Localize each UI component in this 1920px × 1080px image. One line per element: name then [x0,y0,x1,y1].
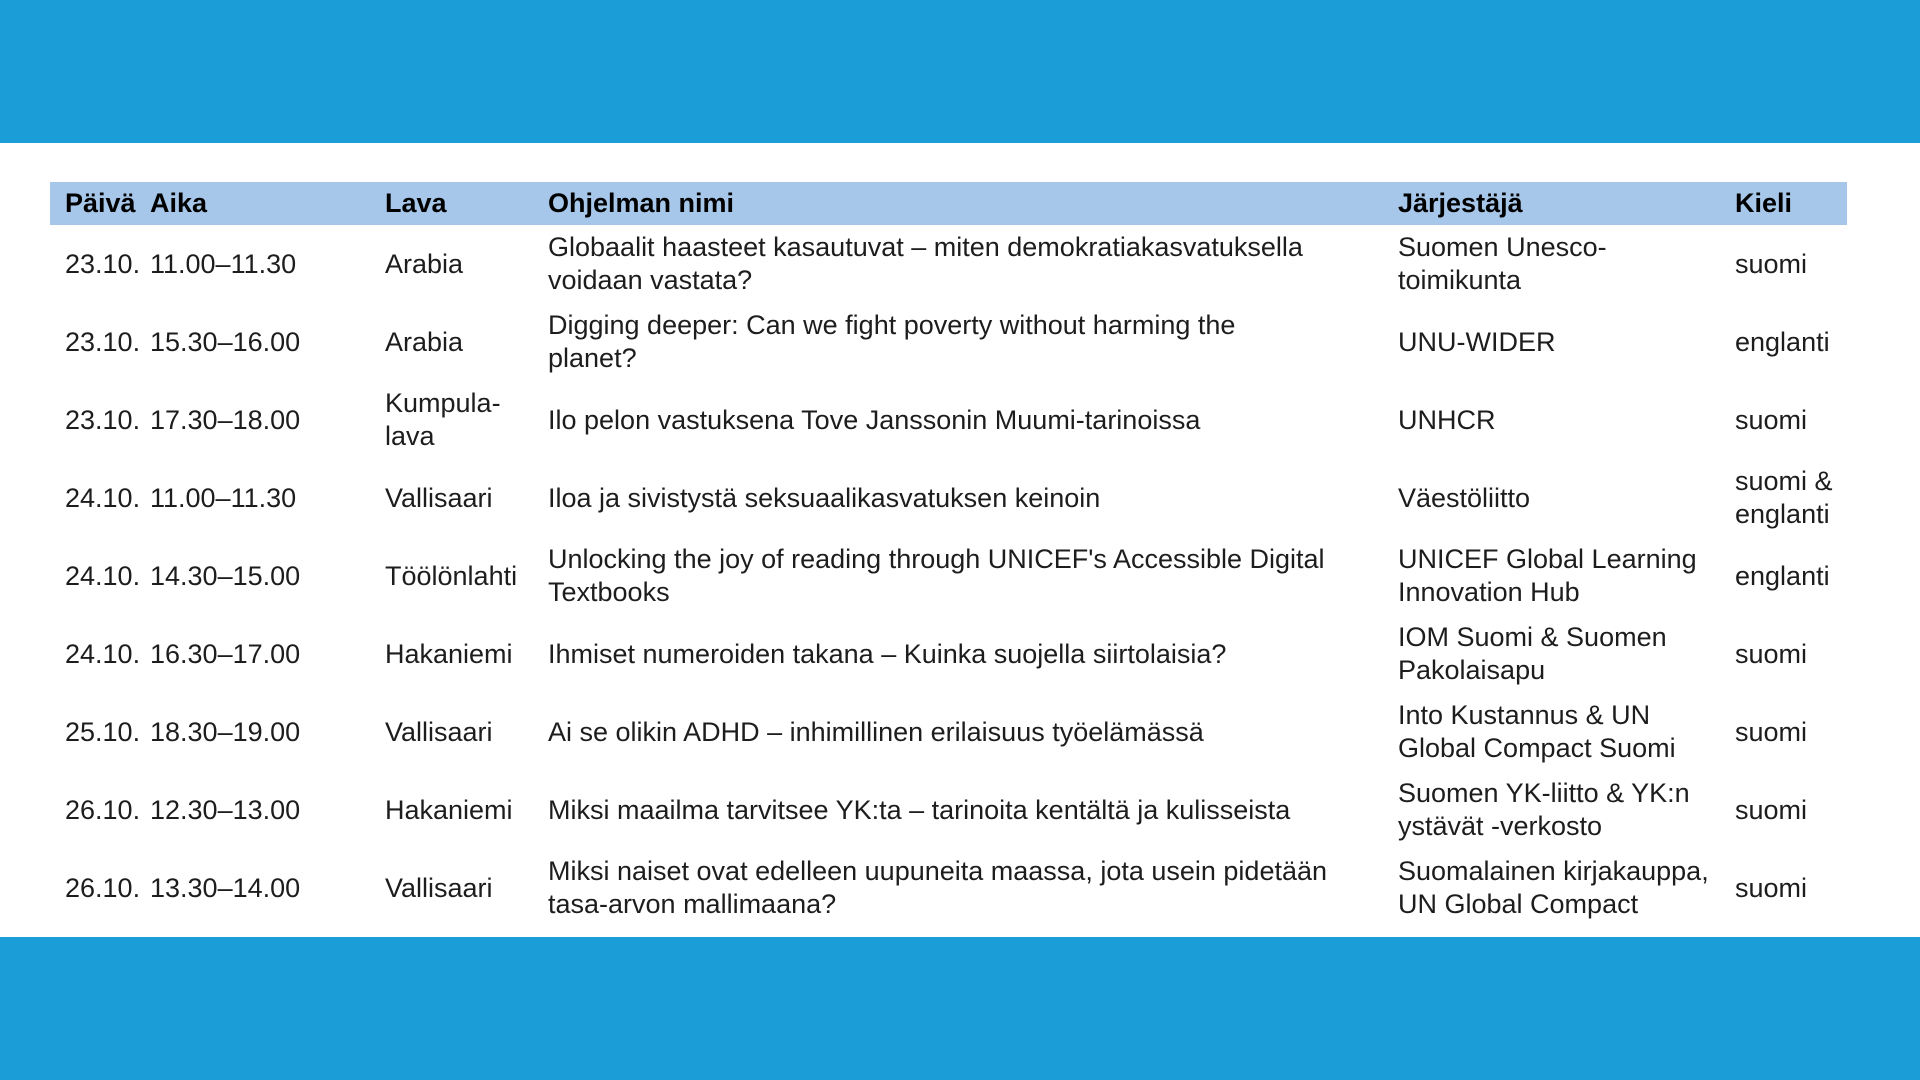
cell-jarjestaja: UNHCR [1398,404,1496,435]
cell-kieli: suomi [1735,716,1808,747]
column-header-aika: Aika [150,182,385,225]
cell-jarjestaja: Suomalainen kirjakauppa, UN Global Compact [1398,856,1709,919]
cell-ohjelma: Globaalit haasteet kasautuvat – miten demokratiakasvatuksella voidaan vastata? [548,232,1303,295]
cell-lava: Töölönlahti [385,560,518,591]
table-header-row [50,182,1847,225]
cell-lava: Arabia [385,248,464,279]
cell-aika: 12.30–13.00 [150,794,301,825]
cell-lava: Kumpula-lava [385,388,501,451]
cell-paiva: 26.10. [65,794,141,825]
table-row [50,459,1847,537]
cell-ohjelma: Ai se olikin ADHD – inhimillinen erilaisuus työelämässä [548,716,1204,747]
cell-jarjestaja: Suomen Unesco-toimikunta [1398,232,1607,295]
cell-kieli: suomi [1735,404,1808,435]
column-header-lava: Lava [385,182,548,225]
cell-paiva: 24.10. [65,560,141,591]
cell-kieli: suomi & englanti [1735,466,1833,529]
cell-kieli: suomi [1735,248,1808,279]
cell-kieli: suomi [1735,794,1808,825]
table-row [50,303,1847,381]
table-row [50,849,1847,927]
column-header-paiva: Päivä [50,182,150,225]
top-banner [0,0,1920,143]
cell-jarjestaja: UNU-WIDER [1398,326,1556,357]
cell-aika: 16.30–17.00 [150,638,301,669]
cell-ohjelma: Iloa ja sivistystä seksuaalikasvatuksen keinoin [548,482,1101,513]
cell-lava: Hakaniemi [385,794,513,825]
table-row [50,615,1847,693]
table-row [50,225,1847,303]
cell-paiva: 23.10. [65,248,141,279]
cell-ohjelma: Ilo pelon vastuksena Tove Janssonin Muumi-tarinoissa [548,404,1201,435]
cell-lava: Vallisaari [385,872,493,903]
cell-lava: Vallisaari [385,716,493,747]
bottom-banner [0,937,1920,1080]
cell-kieli: suomi [1735,872,1808,903]
table-row [50,771,1847,849]
cell-lava: Arabia [385,326,464,357]
cell-paiva: 24.10. [65,482,141,513]
cell-aika: 14.30–15.00 [150,560,301,591]
cell-aika: 17.30–18.00 [150,404,301,435]
cell-jarjestaja: IOM Suomi & Suomen Pakolaisapu [1398,622,1667,685]
cell-paiva: 23.10. [65,326,141,357]
table-body [50,225,1847,927]
cell-ohjelma: Unlocking the joy of reading through UNICEF's Accessible Digital Textbooks [548,544,1325,607]
table-row [50,693,1847,771]
column-header-ohjelman-nimi: Ohjelman nimi [548,182,1398,225]
cell-aika: 11.00–11.30 [150,248,297,279]
table-row [50,537,1847,615]
cell-ohjelma: Ihmiset numeroiden takana – Kuinka suojella siirtolaisia? [548,638,1227,669]
table-row [50,381,1847,459]
cell-paiva: 25.10. [65,716,141,747]
event-schedule [50,182,1847,927]
cell-jarjestaja: Väestöliitto [1398,482,1531,513]
column-header-kieli: Kieli [1735,182,1847,225]
cell-paiva: 26.10. [65,872,141,903]
cell-ohjelma: Miksi naiset ovat edelleen uupuneita maassa, jota usein pidetään tasa-arvon mallimaana? [548,856,1328,919]
cell-jarjestaja: Into Kustannus & UN Global Compact Suomi [1398,700,1676,763]
cell-aika: 13.30–14.00 [150,872,301,903]
cell-lava: Vallisaari [385,482,493,513]
cell-lava: Hakaniemi [385,638,513,669]
cell-aika: 18.30–19.00 [150,716,301,747]
table-header [50,182,1847,225]
cell-ohjelma: Digging deeper: Can we fight poverty without harming the planet? [548,310,1236,373]
cell-aika: 11.00–11.30 [150,482,297,513]
cell-jarjestaja: UNICEF Global Learning Innovation Hub [1398,544,1697,607]
cell-kieli: englanti [1735,560,1830,591]
column-header-jarjestaja: Järjestäjä [1398,182,1735,225]
schedule-table [50,182,1847,927]
cell-paiva: 24.10. [65,638,141,669]
cell-ohjelma: Miksi maailma tarvitsee YK:ta – tarinoita kentältä ja kulisseista [548,794,1291,825]
cell-kieli: suomi [1735,638,1808,669]
cell-aika: 15.30–16.00 [150,326,301,357]
cell-jarjestaja: Suomen YK-liitto & YK:n ystävät -verkosto [1398,778,1690,841]
cell-paiva: 23.10. [65,404,141,435]
cell-kieli: englanti [1735,326,1830,357]
